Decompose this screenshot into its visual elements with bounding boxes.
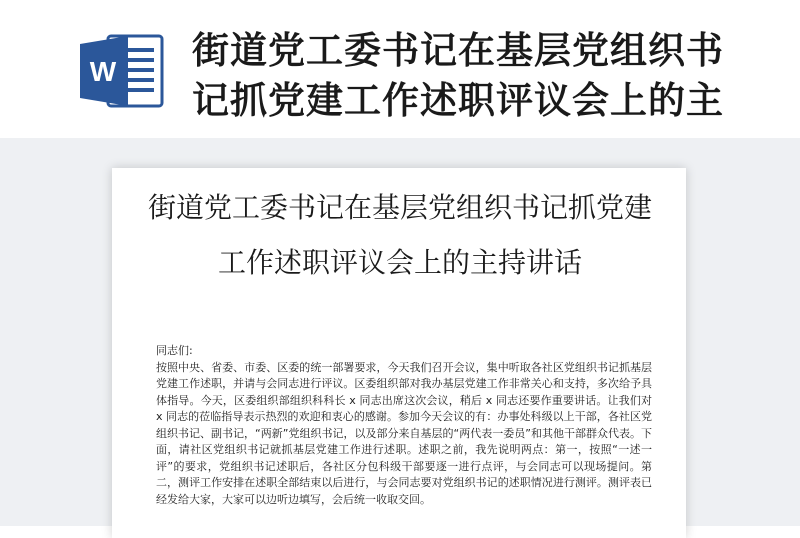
document-title: 街道党工委书记在基层党组织书记抓党建工作述职评议会上的主持讲话 xyxy=(147,191,652,279)
header xyxy=(0,0,800,138)
body-paragraph: 按照中央、省委、市委、区委的统一部署要求，今天我们召开会议，集中听取各社区党组织书记抓基层党建工作述职，并请与会同志进行评议。区委组织部对我办基层党建工作非常关心和支持，多次给予具体指导。今天，区委组织部组织科科长 x 同志出席这次会议，稍后 x 同志还要作重要讲话。让我们对 x 同志的莅临指导表示热烈的欢迎和衷心的感谢。参加今天会议的有：办事处科级以上干部，各社区党组织书记、副书记，“两新”党组织书记，以及部分来自基层的“两代表一委员”和其他干部群众代表。下面，请社区党组织书记就抓基层党建工作进行述职。述职之前，我先说明两点：第一，按照“一述一评”的要求，党组织书记述职后，各社区分包科级干部要逐一进行点评，与会同志可以现场提问。第二，测评工作安排在述职全部结束以后进行，与会同志要对党组织书记的述职情况进行测评。测评表已经发给大家，大家可以边听边填写，会后统一收取交回。 xyxy=(156,360,652,506)
header-title: 街道党工委书记在基层党组织书记抓党建工作述职评议会上的主 xyxy=(192,29,724,122)
word-icon-letter: W xyxy=(89,56,117,87)
document-page xyxy=(112,168,686,538)
salutation: 同志们: xyxy=(156,344,193,357)
word-document-icon xyxy=(78,34,164,108)
document-body xyxy=(156,343,652,508)
